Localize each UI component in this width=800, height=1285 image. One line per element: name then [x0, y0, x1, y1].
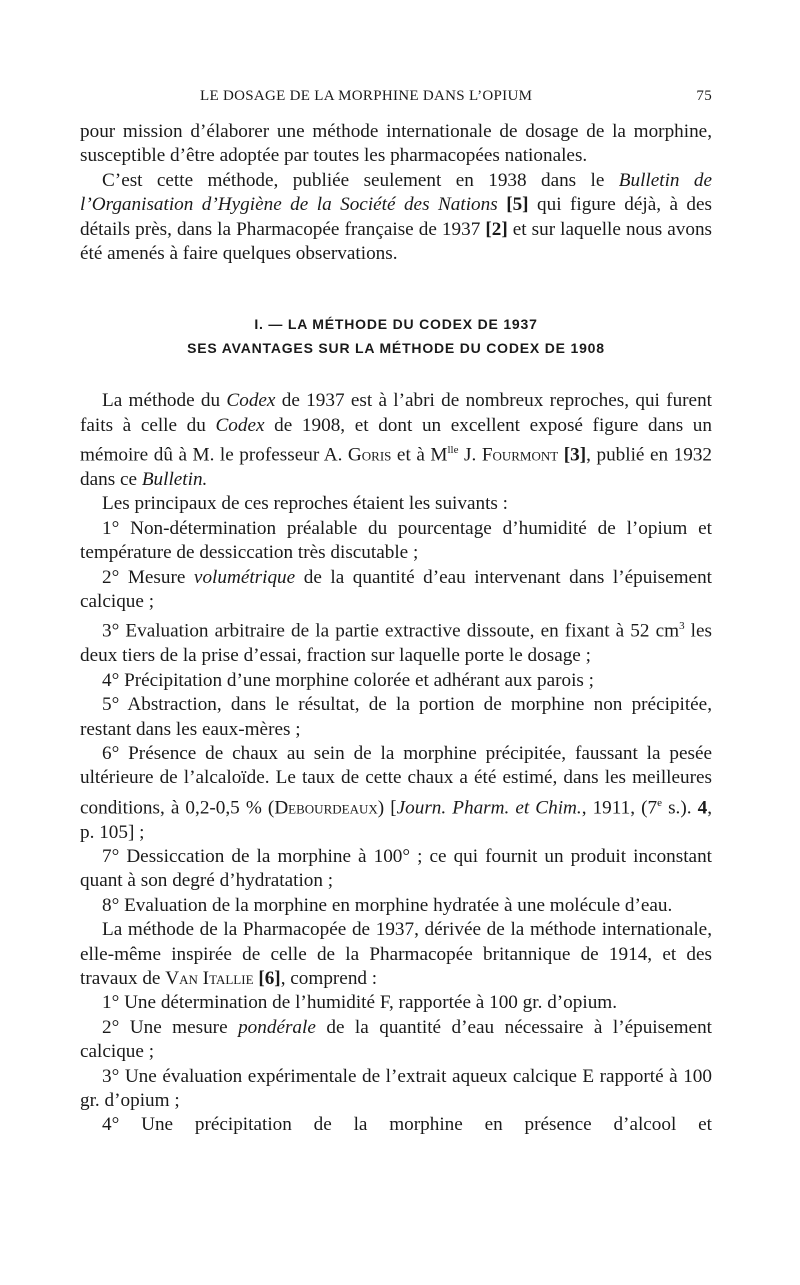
section-heading-line2: SES AVANTAGES SUR LA MÉTHODE DU CODEX DE 1908 — [187, 340, 605, 357]
running-title: LE DOSAGE DE LA MORPHINE DANS L’OPIUM — [200, 88, 533, 104]
reproche-7: 7° Dessiccation de la morphine à 100° ; ce qui fournit un produit inconstant quant à son degré d’hydratation ; — [80, 845, 712, 892]
paragraph-reproches-intro: Les principaux de ces reproches étaient les suivants : — [102, 493, 508, 515]
reproche-2: 2° Mesure volumétrique de la quantité d’eau intervenant dans l’épuisement calcique ; — [80, 566, 712, 613]
author-van-itallie: Van Itallie — [165, 967, 254, 989]
paragraph-pharmacopee-1937: La méthode de la Pharmacopée de 1937, dérivée de la méthode internationale, elle-même inspirée de celle de la Pharmacopée britannique de 1914, et des travaux de Van Itallie [6], comprend : — [80, 919, 712, 989]
paragraph-codex-1937: La méthode du Codex de 1937 est à l’abri de nombreux reproches, qui furent faits à celle du Codex de 1908, et dont un excellent exposé figure dans un mémoire dû à M. le professeur A. Goris et à $M^{lle}$ J. Fourmont [3], publié en 1932 dans ce Bulletin. — [80, 390, 713, 491]
author-debourdeaux: Debourdeaux — [274, 797, 378, 819]
paragraph-methode-internationale: C’est cette méthode, publiée seulement en 1938 dans le Bulletin de l’Organisation d’Hygiène de la Société des Nations [5] qui figure déjà, à des détails près, dans la Pharmacopée française de 1937 [2] et sur laquelle nous avons été amenés à faire quelques observations. — [80, 169, 713, 265]
comprend-2: 2° Une mesure pondérale de la quantité d’eau nécessaire à l’épuisement calcique ; — [80, 1016, 712, 1063]
author-fourmont: Fourmont — [481, 444, 559, 466]
comprend-3: 3° Une évaluation expérimentale de l’extrait aqueux calcique E rapporté à 100 gr. d’opium ; — [80, 1065, 712, 1111]
ref-6: [6] — [258, 967, 281, 989]
comprend-1: 1° Une détermination de l’humidité F, rapportée à 100 gr. d’opium. — [102, 992, 618, 1014]
ref-2: [2] — [485, 218, 508, 240]
reproche-3: 3° Evaluation arbitraire de la partie extractive dissoute, en fixant à 52 $cm^3$ les deux tiers de la prise d’essai, fraction sur laquelle porte le dosage ; — [80, 620, 712, 667]
section-heading-line1: I. — LA MÉTHODE DU CODEX DE 1937 — [254, 316, 538, 333]
reproche-4: 4° Précipitation d’une morphine colorée et adhérant aux parois ; — [102, 669, 594, 691]
reproche-1: 1° Non-détermination préalable du pourcentage d’humidité de l’opium et température de dessiccation très discutable ; — [80, 517, 712, 564]
paragraph-intro-continued: pour mission d’élaborer une méthode internationale de dosage de la morphine, susceptible d’être adoptée par toutes les pharmacopées nationales. — [80, 121, 712, 167]
ref-3: [3] — [563, 444, 587, 466]
author-goris: Goris — [347, 444, 392, 466]
comprend-4: 4° Une précipitation de la morphine en présence d’alcool et — [102, 1114, 712, 1136]
reproche-6: 6° Présence de chaux au sein de la morphine précipitée, faussant la pesée ultérieure de l’alcaloïde. Le taux de cette chaux a été estimé, dans les meilleures conditions, à 0,2-0,5 % (Debourdeaux) [Journ. Pharm. et Chim., 1911, (7e s.). 4, p. 105] ; — [80, 742, 712, 843]
body-text — [80, 120, 712, 1138]
reproche-5: 5° Abstraction, dans le résultat, de la portion de morphine non précipitée, restant dans les eaux-mères ; — [80, 694, 712, 740]
reproche-8: 8° Evaluation de la morphine en morphine hydratée à une molécule d’eau. — [102, 894, 673, 916]
bulletin-title: Bulletin de l’Organisation d’Hygiène de la Société des Nations — [80, 169, 713, 216]
ref-5: [5] — [506, 194, 529, 216]
page-number: 75 — [696, 88, 712, 104]
